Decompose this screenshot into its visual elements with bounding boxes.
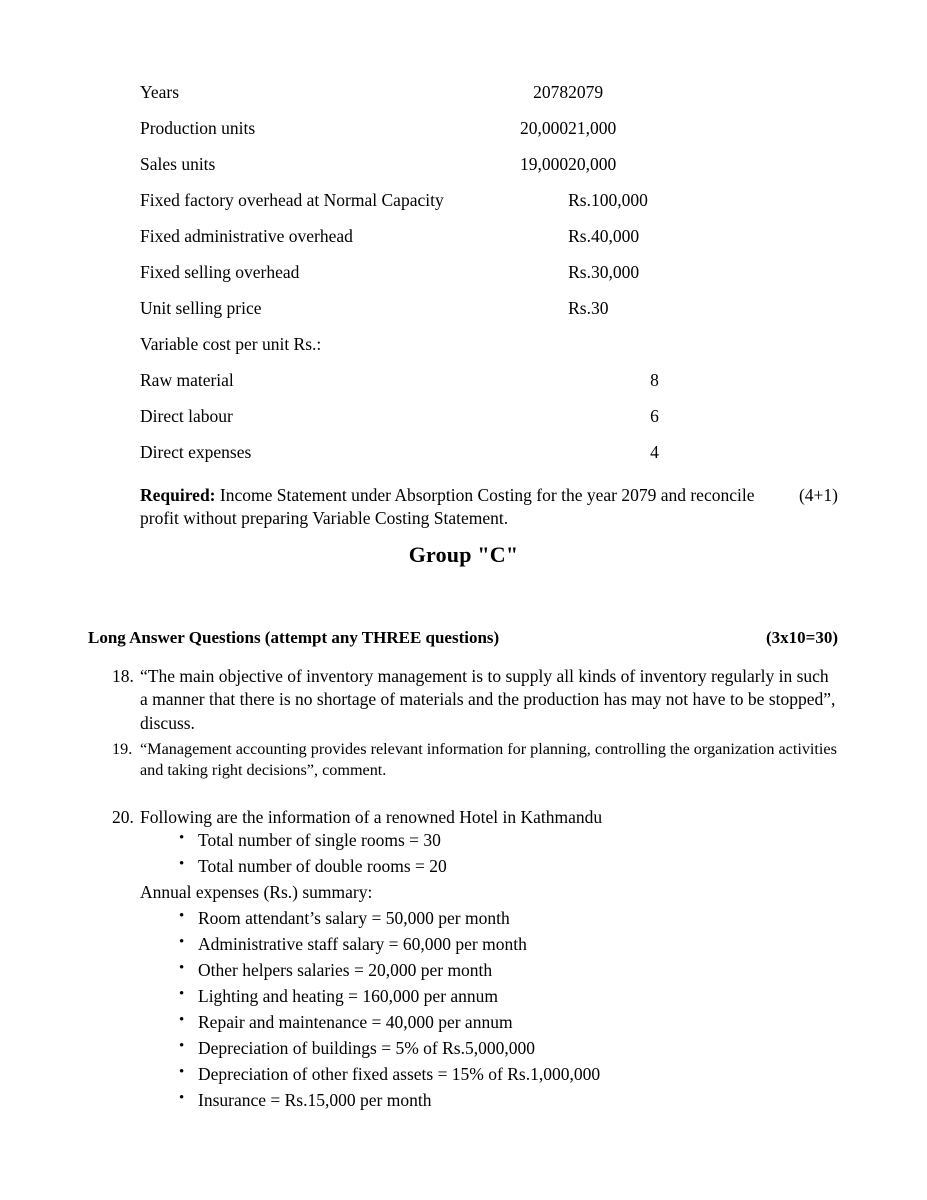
table-cell-2079 [568, 336, 840, 372]
bullet-dot-icon: • [179, 829, 185, 846]
question-number-18: 18. [112, 666, 134, 686]
group-heading: Group "C" [408, 542, 519, 567]
section-heading-title: Long Answer Questions (attempt any THREE questions) [88, 628, 500, 647]
table-cell-2078 [470, 264, 568, 300]
bullet-dot-icon: • [179, 1090, 185, 1107]
bullet-dot-icon: • [179, 908, 185, 925]
question-item-18 [112, 665, 838, 735]
question-item-19 [112, 739, 838, 781]
table-cell-label: Fixed administrative overhead [140, 226, 353, 246]
expense-bullet-item [140, 988, 838, 1006]
bullet-text: Other helpers salaries = 20,000 per month [198, 960, 493, 981]
bullet-dot-icon: • [179, 986, 185, 1003]
section-heading-marks: (3x10=30) [765, 628, 838, 647]
room-bullet-list [140, 829, 838, 876]
table-cell-2079: 6 [650, 406, 659, 426]
table-cell-2079: Rs.30 [568, 298, 609, 318]
expenses-note: Annual expenses (Rs.) summary: [140, 881, 373, 902]
table-cell-2079: 21,000 [568, 118, 617, 138]
table-cell-label: Fixed factory overhead at Normal Capacity [140, 190, 444, 210]
table-cell-label: Fixed selling overhead [140, 262, 300, 282]
table-row [140, 192, 840, 228]
bullet-dot-icon: • [179, 960, 185, 977]
expense-bullet-item [140, 910, 838, 928]
table-row [140, 120, 840, 156]
room-bullet-item [140, 855, 838, 876]
bullet-text: Total number of double rooms = 20 [198, 855, 447, 876]
bullet-dot-icon: • [179, 1064, 185, 1081]
questions-list [112, 665, 838, 1118]
table-row [140, 444, 840, 480]
cost-data-table [140, 84, 840, 480]
bullet-text: Repair and maintenance = 40,000 per annum [198, 1012, 513, 1033]
question-text-20: Following are the information of a renowned Hotel in Kathmandu [140, 807, 603, 828]
question-text-18: “The main objective of inventory management is to supply all kinds of inventory regularly in such a manner that there is no shortage of materials and the production has may not have to be stopped”, discuss. [140, 666, 836, 733]
bullet-text: Total number of single rooms = 30 [198, 829, 441, 850]
bullet-text: Depreciation of buildings = 5% of Rs.5,000,000 [198, 1038, 535, 1059]
table-cell-label: Direct expenses [140, 442, 252, 462]
expense-bullet-item [140, 1040, 838, 1058]
table-cell-2079: 8 [650, 370, 659, 390]
table-cell-label: Unit selling price [140, 298, 262, 318]
table-cell-2078: 19,000 [520, 154, 569, 174]
required-text: Income Statement under Absorption Costing for the year 2079 and reconcile profit without preparing Variable Costing Statement. [140, 485, 755, 529]
table-row [140, 372, 840, 408]
required-marks: (4+1) [798, 485, 838, 505]
bullet-text: Room attendant’s salary = 50,000 per month [198, 908, 510, 929]
bullet-text: Lighting and heating = 160,000 per annum [198, 986, 499, 1007]
table-row [140, 300, 840, 336]
question-number-20: 20. [112, 807, 134, 828]
bullet-dot-icon: • [179, 934, 185, 951]
table-cell-2079: 2079 [568, 82, 604, 102]
expense-bullet-item [140, 1066, 838, 1084]
table-cell-2079: Rs.30,000 [568, 262, 640, 282]
table-cell-2078 [470, 300, 568, 336]
table-cell-2079: 4 [650, 442, 659, 462]
table-cell-2078 [470, 444, 568, 480]
bullet-text: Administrative staff salary = 60,000 per month [198, 934, 527, 955]
question-item-20 [112, 806, 838, 1118]
expense-bullet-item [140, 936, 838, 954]
table-cell-label: Direct labour [140, 406, 233, 426]
table-cell-label: Production units [140, 118, 256, 138]
table-cell-2078 [470, 192, 568, 228]
table-cell-2078 [470, 372, 568, 408]
bullet-dot-icon: • [179, 855, 185, 872]
table-cell-label: Sales units [140, 154, 216, 174]
bullet-dot-icon: • [179, 1038, 185, 1055]
expense-bullet-item [140, 1014, 838, 1032]
cost-data-table-body [140, 84, 840, 480]
section-heading [88, 628, 838, 648]
question-text-19: “Management accounting provides relevant information for planning, controlling the organization activities and taking right decisions”, comment. [140, 740, 837, 780]
table-row [140, 228, 840, 264]
table-cell-2078 [470, 228, 568, 264]
question-number-19: 19. [112, 740, 133, 759]
table-cell-label: Variable cost per unit Rs.: [140, 334, 322, 354]
question-body-20 [140, 806, 838, 1118]
table-row [140, 156, 840, 192]
table-cell-label: Years [140, 82, 180, 102]
table-cell-2078: 20,000 [520, 118, 569, 138]
table-cell-2079: Rs.40,000 [568, 226, 640, 246]
bullet-text: Depreciation of other fixed assets = 15% of Rs.1,000,000 [198, 1064, 601, 1085]
required-label: Required: [140, 485, 216, 505]
table-cell-2079: 20,000 [568, 154, 617, 174]
table-row [140, 84, 840, 120]
table-row [140, 336, 840, 372]
expense-bullet-item [140, 962, 838, 980]
bullet-text: Insurance = Rs.15,000 per month [198, 1090, 432, 1111]
table-cell-2079: Rs.100,000 [568, 190, 648, 210]
expense-bullet-list [140, 910, 838, 1110]
expense-bullet-item [140, 1092, 838, 1110]
table-row [140, 264, 840, 300]
table-cell-2078 [470, 336, 568, 372]
bullet-dot-icon: • [179, 1012, 185, 1029]
required-paragraph [140, 484, 838, 531]
room-bullet-item [140, 829, 838, 850]
table-cell-label: Raw material [140, 370, 234, 390]
table-cell-2078 [470, 408, 568, 444]
table-cell-2078: 2078 [533, 82, 569, 102]
table-row [140, 408, 840, 444]
